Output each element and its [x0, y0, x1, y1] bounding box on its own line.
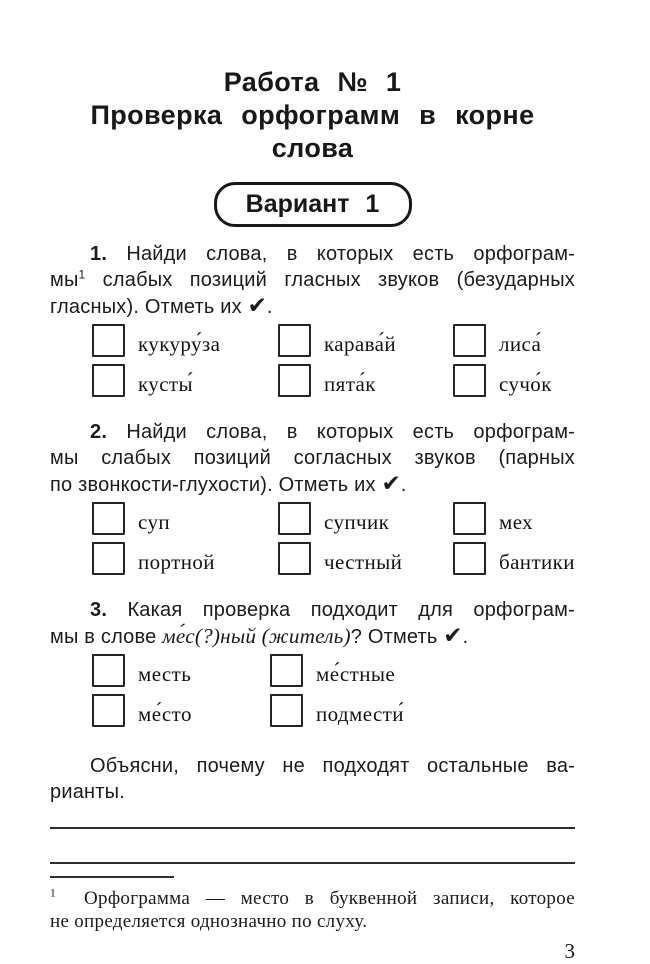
- task2-text: [50, 419, 575, 498]
- option-label: ме́стные: [316, 662, 396, 686]
- task1-line-3: гласных). Отметь их ✔.: [50, 293, 273, 319]
- option-mesto: [92, 694, 270, 727]
- option-label: кусты́: [138, 372, 194, 396]
- explain-text: [50, 753, 575, 805]
- footnote-line-2: не определяется однозначно по слуху.: [50, 911, 368, 932]
- task-3: [50, 597, 575, 727]
- task3-options: [92, 654, 575, 727]
- checkbox-kukuruza[interactable]: [92, 324, 125, 357]
- checkbox-suchok[interactable]: [453, 364, 486, 397]
- option-label: бантики: [499, 550, 575, 574]
- option-bantiki: [453, 542, 575, 575]
- option-label: ме́сто: [138, 702, 192, 726]
- option-lisa: [453, 324, 575, 357]
- variant-row: [50, 182, 575, 227]
- option-sup: [92, 502, 278, 535]
- task1-line-1: 1. Найди слова, в которых есть орфограм-: [90, 243, 575, 265]
- task3-text: [50, 597, 575, 650]
- checkbox-chestny[interactable]: [278, 542, 311, 575]
- checkbox-mest[interactable]: [92, 654, 125, 687]
- option-mestnye: [270, 654, 575, 687]
- footnote-text: [50, 887, 575, 933]
- checkbox-lisa[interactable]: [453, 324, 486, 357]
- task3-line-1: 3. Какая проверка подходит для орфограм-: [90, 599, 575, 621]
- option-label: сучо́к: [499, 372, 552, 396]
- task2-options: [92, 502, 575, 575]
- explain-line-1: Объясни, почему не подходят остальные ва-: [90, 755, 575, 777]
- checkbox-podmesti[interactable]: [270, 694, 303, 727]
- checkbox-mesto[interactable]: [92, 694, 125, 727]
- option-label: карава́й: [324, 332, 397, 356]
- option-kukuruza: [92, 324, 278, 357]
- option-pyatak: [278, 364, 453, 397]
- option-label: кукуру́за: [138, 332, 221, 356]
- checkbox-bantiki[interactable]: [453, 542, 486, 575]
- option-label: честный: [324, 550, 403, 574]
- variant-label: Вариант 1: [245, 190, 380, 218]
- option-karavay: [278, 324, 453, 357]
- checkbox-supchik[interactable]: [278, 502, 311, 535]
- footnote-rule: [50, 876, 174, 878]
- option-mest: [92, 654, 270, 687]
- option-label: пята́к: [324, 372, 376, 396]
- footnote-line-1: $^1$ Орфограмма — место в буквенной записи, которое: [50, 887, 575, 909]
- checkbox-portnoy[interactable]: [92, 542, 125, 575]
- option-label: портной: [138, 550, 215, 574]
- task3-line-2: мы в слове ме́с(?)ный (житель)? Отметь ✔.: [50, 623, 469, 649]
- checkbox-karavay[interactable]: [278, 324, 311, 357]
- option-supchik: [278, 502, 453, 535]
- page-number: 3: [564, 939, 575, 963]
- checkbox-mestnye[interactable]: [270, 654, 303, 687]
- task1-line-2: $мы^1$ слабых позиций гласных звуков (безударных: [50, 267, 575, 291]
- task2-line-3: по звонкости-глухости). Отметь их ✔.: [50, 471, 407, 497]
- option-suchok: [453, 364, 575, 397]
- option-label: мех: [499, 510, 534, 534]
- option-label: супчик: [324, 510, 390, 534]
- checkbox-mekh[interactable]: [453, 502, 486, 535]
- option-label: подмести́: [316, 702, 404, 726]
- checkbox-sup[interactable]: [92, 502, 125, 535]
- task1-options: [92, 324, 575, 397]
- task2-line-1: 2. Найди слова, в которых есть орфограм-: [90, 421, 575, 443]
- task1-text: [50, 241, 575, 320]
- option-chestny: [278, 542, 453, 575]
- task-2: [50, 419, 575, 575]
- answer-line-2[interactable]: [50, 862, 575, 864]
- task-1: [50, 241, 575, 397]
- explain-line-2: рианты.: [50, 781, 125, 803]
- option-kusty: [92, 364, 278, 397]
- option-label: месть: [138, 662, 192, 686]
- option-mekh: [453, 502, 575, 535]
- option-label: лиса́: [499, 332, 542, 356]
- option-label: суп: [138, 510, 170, 534]
- checkbox-pyatak[interactable]: [278, 364, 311, 397]
- option-podmesti: [270, 694, 575, 727]
- page-title: Работа № 1: [223, 67, 402, 97]
- page-subtitle: Проверка орфограмм в корне слова: [90, 100, 535, 163]
- option-portnoy: [92, 542, 278, 575]
- answer-line-1[interactable]: [50, 827, 575, 829]
- checkbox-kusty[interactable]: [92, 364, 125, 397]
- task2-line-2: мы слабых позиций согласных звуков (парных: [50, 447, 575, 469]
- variant-badge: [214, 182, 412, 227]
